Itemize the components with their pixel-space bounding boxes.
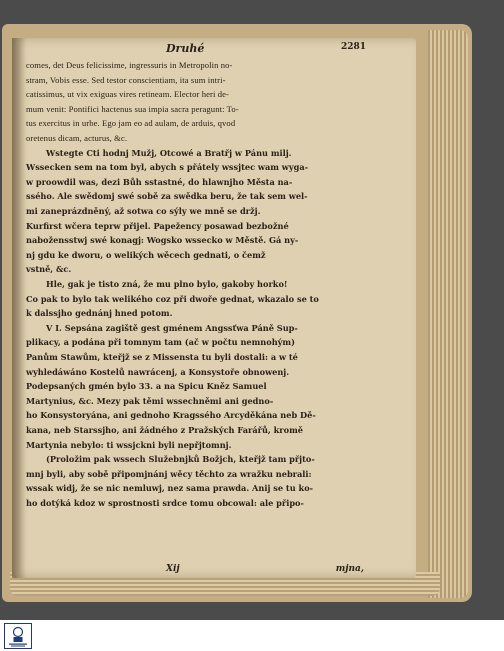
signature-mark: Xij bbox=[166, 564, 180, 574]
text-line: Wssecken sem na tom byl, abych s přátely wssjtec wam wyga- bbox=[26, 162, 309, 173]
book-page bbox=[12, 38, 416, 578]
library-crest-icon bbox=[4, 623, 32, 649]
text-line: Podepsaných gmén bylo 33. a na Spicu Kněz Samuel bbox=[26, 381, 267, 392]
text-line: ho dotýká kdoz w sprostnosti srdce tomu obcowal: ale připo- bbox=[26, 498, 304, 508]
text-line: k dalssjho gednánj hned potom. bbox=[26, 308, 173, 319]
running-head: Druhé bbox=[166, 42, 205, 55]
text-line: mi zaneprázdněný, až sotwa co sýly we mně se držj. bbox=[26, 206, 261, 216]
text-line: mnj byli, aby sobě připomjnánj wěcy těchto za wražku nebrali: bbox=[26, 468, 312, 479]
text-line: ho Konsystoryána, ani gednoho Kragssého Arcyděkána neb Dě- bbox=[26, 410, 316, 421]
text-line: oretenus dicam, acturus, &c. bbox=[26, 133, 128, 143]
text-line: V I. Sepsána zagiště gest gménem Angssťwa Páně Sup- bbox=[46, 322, 298, 333]
page-footer bbox=[26, 564, 364, 576]
text-line: kana, neb Starssjho, ani žádného z Pražských Farářů, kromě bbox=[26, 425, 303, 435]
text-line: mum venit: Pontifici hactenus sua impia sacra peragunt: To- bbox=[26, 103, 239, 114]
text-line: Panům Stawům, kteřjž se z Missensta tu byli dostali: a w té bbox=[26, 352, 298, 362]
text-line: nj gdu ke dworu, o welikých wěcech gednati, o čemž bbox=[26, 249, 266, 260]
text-line: Hle, gak je tisto zná, že mu plno bylo, gakoby horko! bbox=[46, 279, 288, 289]
text-line: Martynius, &c. Mezy pak těmi wssechněmi ani gedno- bbox=[26, 395, 274, 406]
text-line: Wstegte Cti hodnj Mužj, Otcowé a Bratřj w Pánu milj. bbox=[46, 147, 292, 158]
text-line: tus exercitus in urbe. Ego jam eo ad aulam, de arduis, qvod bbox=[26, 118, 236, 129]
page-header bbox=[26, 42, 366, 58]
text-line: catissimus, ut vix exiguas vires retineam. Elector heri de- bbox=[26, 89, 230, 100]
text-line: plikacy, a podána při tomnym tam (ač w počtu nemnohým) bbox=[26, 337, 295, 348]
gutter-shadow bbox=[12, 38, 26, 578]
text-line: stram, Vobis esse. Sed testor conscientiam, ita sum intri- bbox=[26, 74, 226, 85]
text-line: Martynia nebylo: ti wssjckni byli nepřjtomnj. bbox=[26, 439, 232, 450]
text-line: vstně, &c. bbox=[26, 264, 72, 275]
text-line: wssak widj, že se nic nemluwj, nez sama prawda. Anij se tu ko- bbox=[26, 483, 314, 494]
text-line: w proowdil was, dezi Bůh sstastné, do hlawnjho Města na- bbox=[26, 176, 293, 187]
text-line: wyhledáwáno Kostelů nawrácenj, a Konsystoře obnowenj. bbox=[26, 366, 290, 377]
text-line: (Proložim pak wssech Služebnjků Božjch, kteřjž tam přjto- bbox=[46, 454, 315, 465]
viewer-footer bbox=[0, 620, 504, 651]
catchword: mjna, bbox=[335, 564, 364, 574]
page-number: 2281 bbox=[340, 42, 366, 52]
text-line: ssého. Ale swědomj swé sobě za swědka beru, že tak sem wel- bbox=[26, 191, 308, 202]
text-line: nabožensstwj swé konagj: Wogsko wssecko w Městě. Gá ny- bbox=[26, 235, 299, 246]
text-line: Co pak to bylo tak welikého coz při dwoře gednat, wkazalo se to bbox=[26, 293, 319, 304]
text-line: comes, det Deus felicissime, ingressuris in Metropolin no- bbox=[26, 60, 233, 70]
text-line: Kurfirst wčera teprw přijel. Papežency posawad bezbožné bbox=[26, 220, 289, 231]
book-fore-edge bbox=[428, 30, 468, 598]
